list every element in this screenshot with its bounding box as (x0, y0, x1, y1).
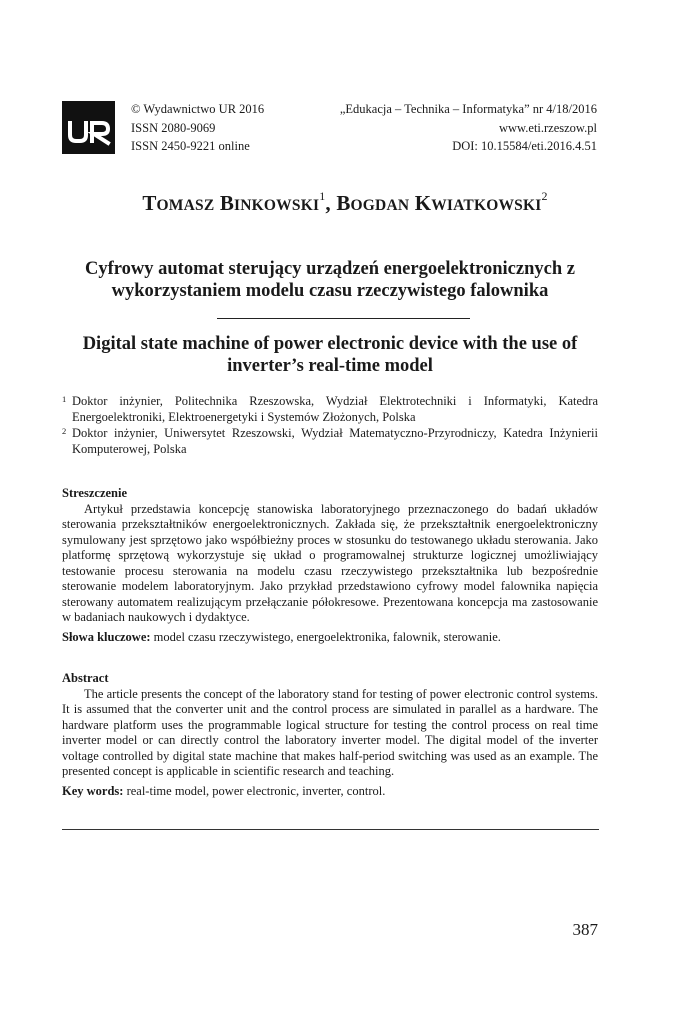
publisher-info (131, 100, 264, 156)
author-1: TOMASZ BINKOWSKI$^1$ (142, 189, 326, 215)
affiliation-2: 2 Doktor inżynier, Uniwersytet Rzeszowski, Wydział Matematyczno-Przyrodniczy, Katedra Inżynierii Komputerowej, Polska (62, 426, 598, 456)
streszczenie-keywords: Słowa kluczowe: model czasu rzeczywistego, energoelektronika, falownik, sterowanie. (62, 629, 501, 644)
abstract-keywords: Key words: real-time model, power electronic, inverter, control. (62, 783, 386, 798)
journal-info (340, 100, 597, 156)
abstract-body: The article presents the concept of the laboratory stand for testing of power electronic control systems. It is assumed that the converter unit and the control process are simulated in parallel as a hardware. The hardware platform uses the programmable logical structure for testing the control process on real time inverter model or can directly control the laboratory inverter model. The digital model of the inverter voltage controlled by digital state machine that makes half-period switching was used as an example. The presented concept is applicable in scientific research and teaching. (62, 686, 598, 778)
journal-name: „Edukacja – Technika – Informatyka” nr 4/18/2016 (339, 102, 597, 116)
title-english: Digital state machine of power electronic device with the use of inverter’s real-time model (82, 334, 578, 376)
authors: TOMASZ BINKOWSKI$^1$, BOGDAN KWIATKOWSKI$^2$ (142, 189, 548, 215)
affiliations (62, 393, 598, 457)
issn-online-line: ISSN 2450-9221 online (131, 139, 250, 153)
affiliation-1: 1 Doktor inżynier, Politechnika Rzeszowska, Wydział Elektrotechniki i Informatyki, Katedra Energoelektroniki, Elektroenergetyki i Systemów Złożonych, Polska (62, 394, 598, 424)
title-polish: Cyfrowy automat sterujący urządzeń energoelektronicznych z wykorzystaniem modelu czasu rzeczywistego falownika (85, 259, 575, 301)
author-2: BOGDAN KWIATKOWSKI$^2$ (336, 189, 548, 215)
doi-line: DOI: 10.15584/eti.2016.4.51 (452, 139, 597, 153)
streszczenie-heading: Streszczenie (62, 486, 128, 500)
abstract-section (62, 671, 598, 799)
page-number: 387 (572, 920, 598, 939)
section-divider (62, 829, 599, 830)
streszczenie-body: Artykuł przedstawia koncepcję stanowiska laboratoryjnego przeznaczonego do badań układów sterowania przekształtników energoelektronicznych. Zakłada się, że przekształtnik energoelektroniczny symulowany jest sprzętowo jako współbieżny proces w stosunku do testowanego układu sterowania. Jako platformę sprzętową wykorzystuje się układ o programowalnej strukturze logicznej umożliwiający testowanie procesu sterowania na modelu czasu rzeczywistego przekształtnika lub bezpośrednie sterowanie modelem laboratoryjnym. Jako przykład przedstawiono cyfrowy model falownika napięcia sterowany automatem realizującym przełączanie półokresowe. Prezentowana koncepcja ma zastosowanie w badaniach naukowych i dydaktyce. (62, 501, 598, 624)
streszczenie-section (62, 486, 598, 645)
title-divider (217, 318, 470, 319)
copyright-line: © Wydawnictwo UR 2016 (131, 102, 265, 116)
abstract-heading: Abstract (62, 671, 109, 685)
issn-line: ISSN 2080-9069 (131, 120, 216, 135)
ur-logo (62, 101, 115, 154)
journal-url: www.eti.rzeszow.pl (499, 120, 597, 135)
